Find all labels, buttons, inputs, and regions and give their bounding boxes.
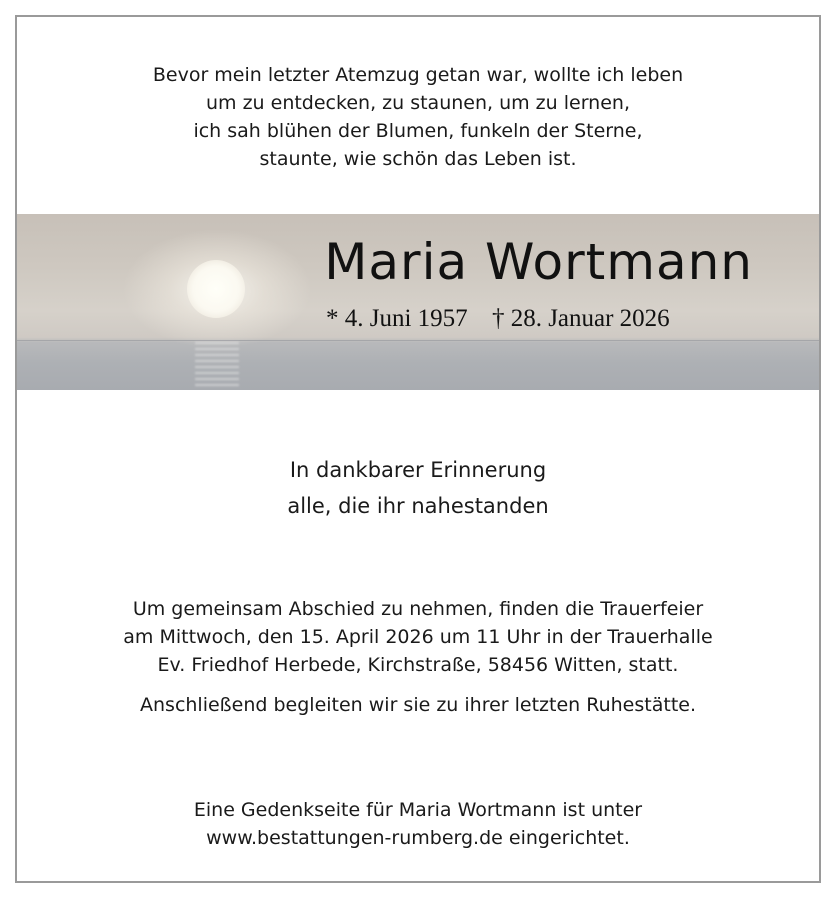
obituary-frame (15, 15, 821, 883)
poem (17, 61, 819, 173)
remembrance-line: In dankbarer Erinnerung (289, 458, 547, 482)
poem-line: Bevor mein letzter Atemzug getan war, wollte ich leben (152, 64, 684, 86)
poem-line: staunte, wie schön das Leben ist. (259, 148, 577, 170)
sunset-banner (17, 214, 819, 390)
burial-note: Anschließend begleiten wir sie zu ihrer letzten Ruhestätte. (140, 694, 696, 716)
ceremony-line: Ev. Friedhof Herbede, Kirchstraße, 58456 Witten, statt. (157, 654, 679, 676)
memorial-page-note (17, 796, 819, 852)
birth-date: * 4. Juni 1957 (326, 305, 468, 332)
ceremony-details (17, 595, 819, 679)
poem-line: ich sah blühen der Blumen, funkeln der Sterne, (193, 120, 643, 142)
deceased-name: Maria Wortmann (324, 233, 753, 291)
ceremony-line: am Mittwoch, den 15. April 2026 um 11 Uhr in der Trauerhalle (123, 626, 713, 648)
life-dates (326, 304, 670, 334)
sun-reflection (195, 342, 239, 390)
poem-line: um zu entdecken, zu staunen, um zu lernen, (205, 92, 630, 114)
remembrance-line: alle, die ihr nahestanden (287, 494, 549, 518)
remembrance-block (17, 452, 819, 524)
memorial-line: www.bestattungen-rumberg.de eingerichtet. (206, 827, 630, 849)
death-date: † 28. Januar 2026 (491, 305, 670, 332)
sun-icon (187, 260, 245, 318)
horizon-line (17, 340, 819, 341)
memorial-line: Eine Gedenkseite für Maria Wortmann ist unter (193, 799, 643, 821)
ceremony-line: Um gemeinsam Abschied zu nehmen, finden die Trauerfeier (132, 598, 704, 620)
